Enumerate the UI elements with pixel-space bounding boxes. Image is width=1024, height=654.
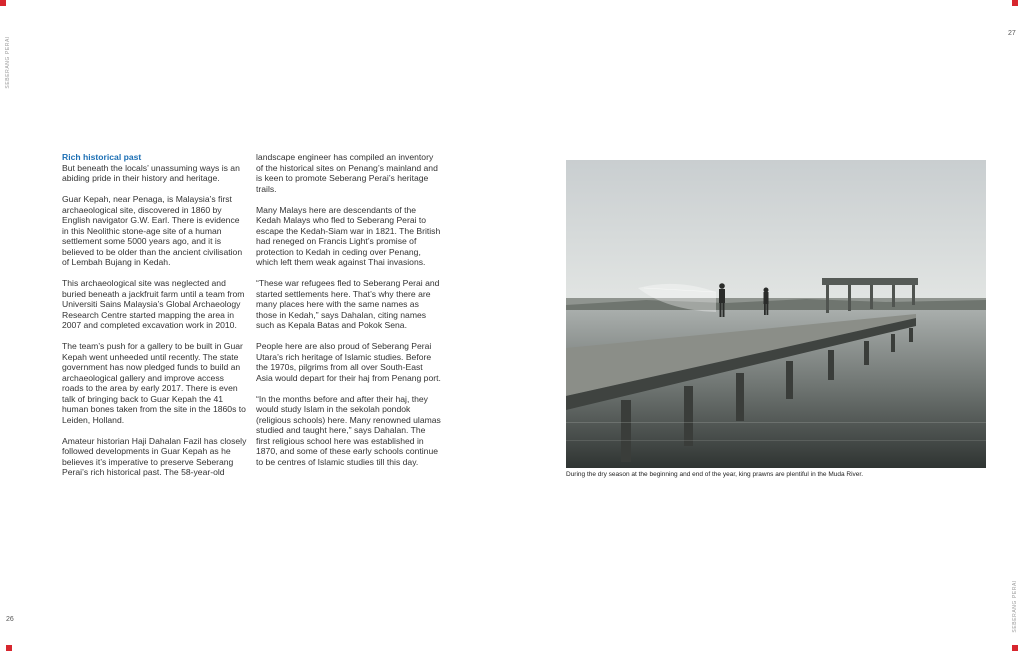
paragraph: “In the months before and after their haj, they would study Islam in the sekolah pondok (religious schools) here. Many renowned ulamas studied and taught here,” says Dahalan. The first religious school here was established in 1870, and some of these early schools continue to be centres of Islamic studies till this day. (256, 393, 441, 467)
paragraph: “These war refugees fled to Seberang Perai and started settlements here. That’s why there are many places here with the same names as those in Kedah,” says Dahalan, citing names such as Kepala Batas and Pokok Sena. (256, 278, 440, 330)
paragraph: Amateur historian Haji Dahalan Fazil has closely followed developments in Guar Kepah as he believes it’s imperative to preserve Seberang Perai’s rich historical past. The 58-year-old (62, 435, 247, 477)
left-side-label: SEBERANG PERAI (5, 36, 11, 89)
paragraph: But beneath the locals’ unassuming ways is an abiding pride in their history and heritage. (62, 162, 240, 183)
right-side-label: SEBERANG PERAI (1012, 580, 1018, 633)
jetty-photo (566, 160, 986, 468)
paragraph: Many Malays here are descendants of the Kedah Malays who fled to Seberang Perai to escape the Kedah-Siam war in 1821. The British had reneged on Francis Light’s promise of protection to Kedah in ceding over Penang, which left them weak against Thai invasions. (256, 204, 441, 267)
right-page-number: 27 (1008, 30, 1016, 37)
photo-caption: During the dry season at the beginning and end of the year, king prawns are plentiful in the Muda River. (566, 471, 864, 478)
corner-mark-bottom-right (1012, 645, 1018, 651)
paragraph: landscape engineer has compiled an inventory of the historical sites on Penang’s mainland and is keen to promote Seberang Perai’s heritage trails. (256, 152, 438, 194)
paragraph: This archaeological site was neglected and buried beneath a jackfruit farm until a team from Universiti Sains Malaysia’s Global Archaeology Research Centre started mapping the area in 2007 and completed excavation work in 2010. (62, 278, 245, 330)
section-heading: Rich historical past (62, 152, 142, 162)
jetty-river-image (566, 160, 986, 468)
paragraph: The team’s push for a gallery to be built in Guar Kepah went unheeded until recently. The state government has now pledged funds to build an archaeological gallery and improve access roads to the area by early 2017. There is even talk of bringing back to Guar Kepah the 41 human bones taken from the site in the 1860s to Leiden, Holland. (62, 341, 246, 425)
left-page-number: 26 (6, 616, 14, 623)
article-column-1 (62, 152, 247, 488)
paragraph: Guar Kepah, near Penaga, is Malaysia’s first archaeological site, discovered in 1860 by English navigator G.W. Earl. There is evidence in this Neolithic stone-age site of a human settlement some 5000 years ago, and it is believed to be older than the ancient civilisation of Lembah Bujang in Kedah. (62, 194, 243, 267)
article-column-2 (256, 152, 441, 478)
paragraph: People here are also proud of Seberang Perai Utara’s rich heritage of Islamic studies. Before the 1970s, pilgrims from all over South-East Asia would depart for their haj from Penang port. (256, 341, 441, 383)
corner-mark-bottom-left (6, 645, 12, 651)
corner-mark-top-right (1012, 0, 1018, 6)
corner-mark-top-left (0, 0, 6, 6)
